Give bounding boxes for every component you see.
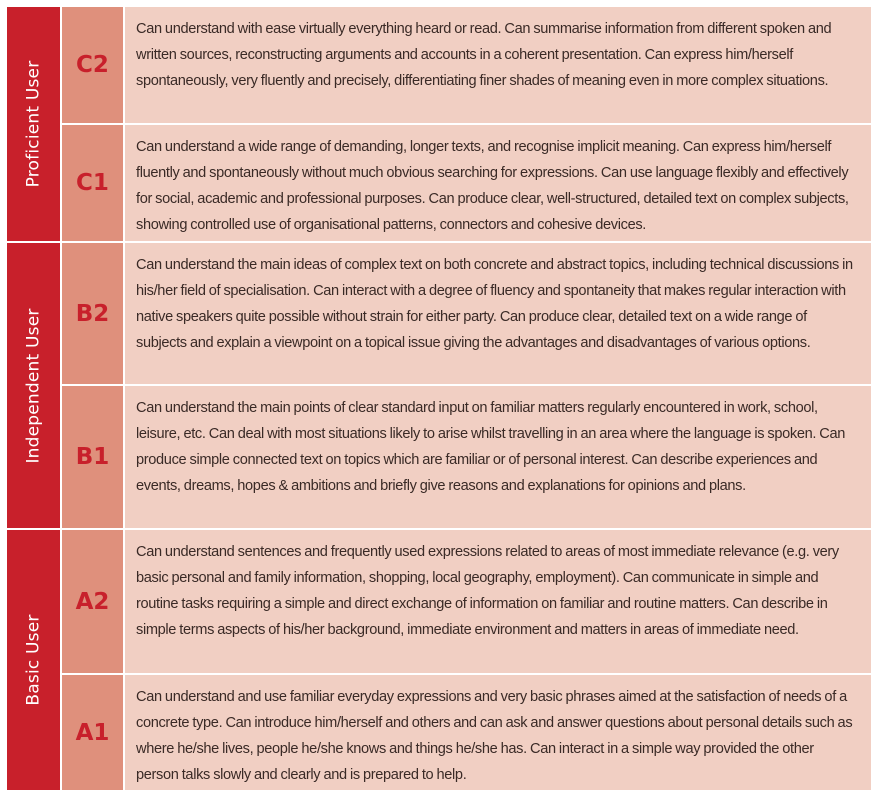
level-cell-a1 xyxy=(62,675,123,790)
description-cell-c1 xyxy=(125,125,871,241)
level-code: B1 xyxy=(75,444,110,470)
group-proficient-user xyxy=(7,7,60,241)
level-code: B2 xyxy=(75,300,110,327)
level-description: Can understand the main ideas of complex text on both concrete and abstract topics, including technical discussions in his/her field of specialisation. Can interact with a degree of fluency and spontaneity that makes regular interaction with native speakers quite possible without strain for either party. Can produce clear, detailed text on a wide range of subjects and explain a viewpoint on a topical issue giving the advantages and disadvantages of various options. xyxy=(136,257,853,351)
group-label: Independent User xyxy=(23,307,44,464)
description-cell-b2 xyxy=(125,243,871,384)
level-code: C1 xyxy=(76,170,109,196)
description-cell-a1 xyxy=(125,675,871,790)
level-description: Can understand with ease virtually everything heard or read. Can summarise information from different spoken and written sources, reconstructing arguments and accounts in a coherent presentation. Can express him/herself spontaneously, very fluently and precisely, differentiating finer shades of meaning even in more complex situations. xyxy=(136,21,832,89)
level-cell-b1 xyxy=(62,386,123,528)
group-label: Proficient User xyxy=(23,60,44,188)
level-code: C2 xyxy=(76,52,109,78)
level-cell-c2 xyxy=(62,7,123,123)
level-cell-b2 xyxy=(62,243,123,384)
description-cell-b1 xyxy=(125,386,871,528)
group-independent-user xyxy=(7,243,60,528)
level-description: Can understand and use familiar everyday expressions and very basic phrases aimed at the satisfaction of needs of a concrete type. Can introduce him/herself and others and can ask and answer questions about personal details such as where he/she lives, people he/she knows and things he/she has. Can interact in a simple way provided the other person talks slowly and clearly and is prepared to help. xyxy=(136,689,853,783)
level-code: A2 xyxy=(75,588,110,615)
group-basic-user xyxy=(7,530,60,790)
description-cell-c2 xyxy=(125,7,871,123)
level-code: A1 xyxy=(75,719,110,746)
level-description: Can understand a wide range of demanding, longer texts, and recognise implicit meaning. Can express him/herself fluently and spontaneously without much obvious searching for expressions. Can use language flexibly and effectively for social, academic and professional purposes. Can produce clear, well-structured, detailed text on complex subjects, showing controlled use of organisational patterns, connectors and cohesive devices. xyxy=(136,139,849,233)
group-label: Basic User xyxy=(23,614,44,706)
level-description: Can understand sentences and frequently used expressions related to areas of most immediate relevance (e.g. very basic personal and family information, shopping, local geography, employment). Can communicate in simple and routine tasks requiring a simple and direct exchange of information on familiar and routine matters. Can describe in simple terms aspects of his/her background, immediate environment and matters in areas of immediate need. xyxy=(136,544,839,638)
description-cell-a2 xyxy=(125,530,871,673)
level-cell-c1 xyxy=(62,125,123,241)
cefr-levels-table xyxy=(7,7,871,786)
level-cell-a2 xyxy=(62,530,123,673)
level-description: Can understand the main points of clear standard input on familiar matters regularly encountered in work, school, leisure, etc. Can deal with most situations likely to arise whilst travelling in an area where the language is spoken. Can produce simple connected text on topics which are familiar or of personal interest. Can describe experiences and events, dreams, hopes & ambitions and briefly give reasons and explanations for opinions and plans. xyxy=(136,400,846,494)
